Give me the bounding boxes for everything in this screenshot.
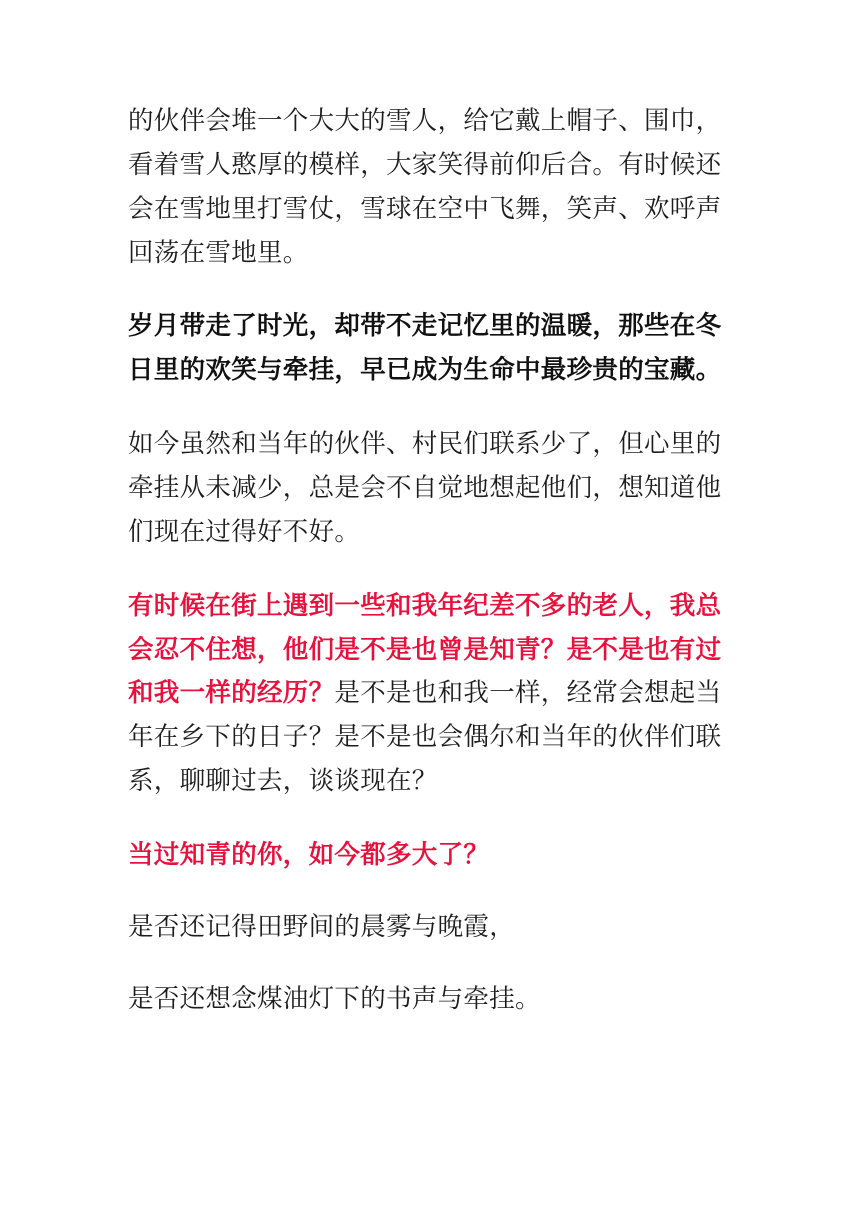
paragraph-2-emphasis: 岁月带走了时光，却带不走记忆里的温暖，那些在冬日里的欢笑与牵挂，早已成为生命中最珍贵的宝藏。 <box>128 312 722 385</box>
paragraph-4-rest: 是不是也和我一样，经常会想起当年在乡下的日子？是不是也会偶尔和当年的伙伴们联系，聊聊过去，谈谈现在？ <box>128 679 722 796</box>
paragraph-4 <box>128 585 732 804</box>
paragraph-7: 是否还想念煤油灯下的书声与牵挂。 <box>128 984 541 1013</box>
article-body <box>128 100 732 1022</box>
paragraph-3: 如今虽然和当年的伙伴、村民们联系少了，但心里的牵挂从未减少，总是会不自觉地想起他们，想知道他们现在过得好不好。 <box>128 430 722 546</box>
paragraph-6: 是否还记得田野间的晨雾与晚霞， <box>128 912 516 941</box>
paragraph-5-question: 当过知青的你，如今都多大了？ <box>128 841 490 870</box>
paragraph-1: 的伙伴会堆一个大大的雪人，给它戴上帽子、围巾，看着雪人憨厚的模样，大家笑得前仰后合。有时候还会在雪地里打雪仗，雪球在空中飞舞，笑声、欢呼声回荡在雪地里。 <box>128 107 722 267</box>
paragraph-4-highlight: 有时候在街上遇到一些和我年纪差不多的老人，我总会忍不住想，他们是不是也曾是知青？是不是也有过和我一样的经历？ <box>128 591 722 708</box>
